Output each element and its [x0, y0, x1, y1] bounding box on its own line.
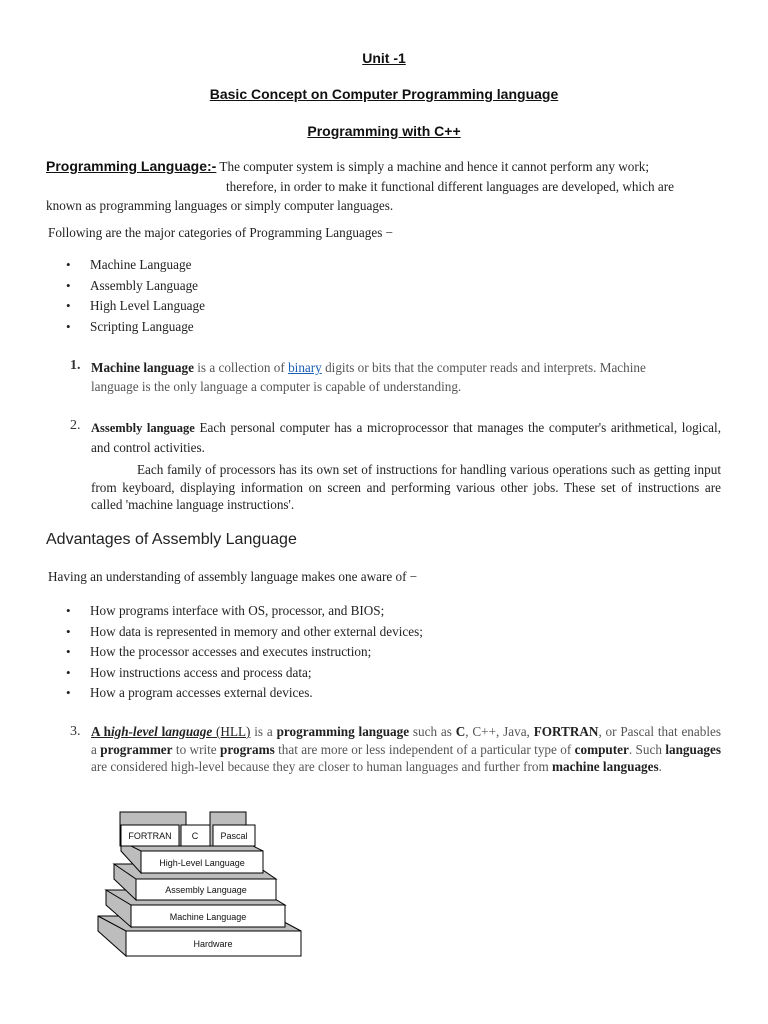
list-item: • High Level Language: [44, 296, 205, 317]
item-3-number: 3.: [70, 724, 81, 739]
programming-language-label: Programming Language:-: [46, 158, 217, 174]
layer-top-languages: [120, 812, 255, 846]
machine-language-term: Machine language: [91, 360, 194, 375]
high-level-language-label: High-Level Language: [159, 858, 245, 868]
list-item: • Scripting Language: [44, 317, 205, 338]
intro-line-1: Programming Language:- The computer system is simply a machine and hence it cannot perform any work;: [46, 158, 649, 174]
item-2-text: Assembly language Each personal computer has a microprocessor that manages the computer's arithmetical, logical, and control activities.: [91, 420, 721, 455]
fortran-label: FORTRAN: [128, 831, 172, 841]
assembly-language-term: Assembly language: [91, 421, 195, 435]
intro-line-2: therefore, in order to make it functional different languages are developed, which are: [226, 179, 674, 194]
list-item: • How instructions access and process data;: [44, 663, 423, 684]
binary-link[interactable]: binary: [288, 360, 322, 375]
intro-line-3: known as programming languages or simply computer languages.: [46, 198, 394, 213]
item-2-number: 2.: [70, 418, 81, 433]
item-2-paragraph-2: Each family of processors has its own set of instructions for handling various operations such as getting input from keyboard, displaying information on screen and performing various other jobs. These set of instructions are called 'machine language instructions'.: [91, 462, 721, 512]
machine-language-label: Machine Language: [169, 912, 247, 922]
list-item: • How data is represented in memory and other external devices;: [44, 622, 423, 643]
unit-heading: Unit -1: [362, 50, 406, 66]
item-1-line-2: language is the only language a computer is capable of understanding.: [91, 379, 462, 394]
list-item: • How a program accesses external devices.: [44, 683, 423, 704]
categories-lead: Following are the major categories of Programming Languages −: [48, 225, 394, 240]
advantages-lead: Having an understanding of assembly language makes one aware of −: [48, 569, 418, 584]
item-1-line-1: Machine language is a collection of binary digits or bits that the computer reads and interprets. Machine: [91, 360, 646, 375]
item-1-number: 1.: [70, 358, 81, 373]
list-item: • Machine Language: [44, 255, 205, 276]
list-item: • Assembly Language: [44, 276, 205, 297]
categories-list: [44, 255, 205, 337]
list-item: • How programs interface with OS, processor, and BIOS;: [44, 601, 423, 622]
advantages-list: [44, 601, 423, 704]
list-item: • How the processor accesses and executes instruction;: [44, 642, 423, 663]
pascal-label: Pascal: [220, 831, 248, 841]
high-level-language-term: A high-level language: [91, 724, 213, 739]
assembly-language-label: Assembly Language: [165, 885, 247, 895]
programming-heading: Programming with C++: [307, 123, 461, 139]
advantages-heading: Advantages of Assembly Language: [46, 531, 297, 548]
concept-heading: Basic Concept on Computer Programming language: [209, 86, 559, 102]
language-stack-diagram: [96, 806, 308, 962]
c-label: C: [191, 831, 199, 841]
hardware-label: Hardware: [193, 939, 233, 949]
item-3-text: A high-level language (HLL) is a programming language such as C, C++, Java, FORTRAN, or Pascal that enables a programmer to write programs that are more or less independent of a particular type of computer. Such languages are considered high-level because they are closer to human languages and further from machine languages.: [91, 724, 722, 774]
